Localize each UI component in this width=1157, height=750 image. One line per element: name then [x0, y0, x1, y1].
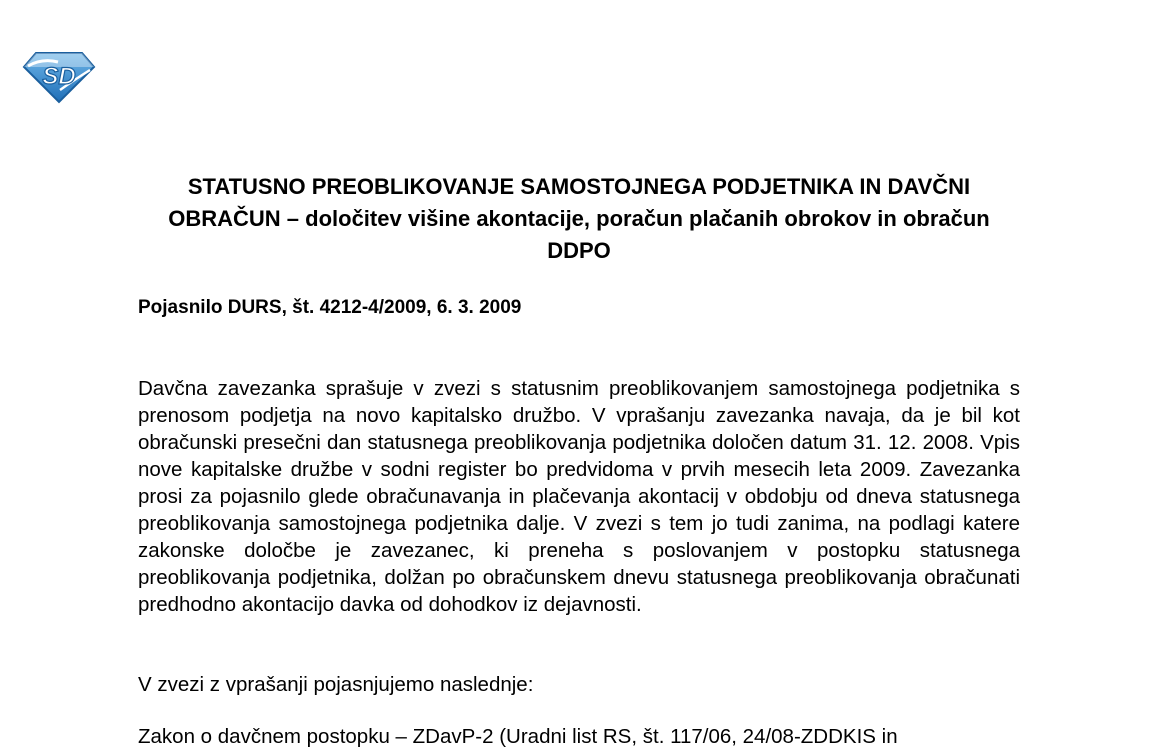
sd-shield-logo-icon: [22, 50, 96, 104]
svg-text:SD: SD: [42, 63, 76, 90]
document-title: STATUSNO PREOBLIKOVANJE SAMOSTOJNEGA PODJETNIKA IN DAVČNI OBRAČUN – določitev višine akontacije, poračun plačanih obrokov in obračun DDPO: [168, 174, 990, 263]
document-subtitle: Pojasnilo DURS, št. 4212-4/2009, 6. 3. 2009: [138, 297, 522, 318]
paragraph-law-reference: Zakon o davčnem postopku – ZDavP-2 (Uradni list RS, št. 117/06, 24/08-ZDDKIS in: [138, 725, 898, 748]
paragraph-question: Davčna zavezanka sprašuje v zvezi s statusnim preoblikovanjem samostojnega podjetnika s prenosom podjetja na novo kapitalsko družbo. V vprašanju zavezanka navaja, da je bil kot obračunski presečni dan statusnega preoblikovanja podjetnika določen datum 31. 12. 2008. Vpis nove kapitalske družbe v sodni register bo predvidoma v prvih mesecih leta 2009. Zavezanka prosi za pojasnilo glede obračunavanja in plačevanja akontacij v obdobju od dneva statusnega preoblikovanja samostojnega podjetnika dalje. V zvezi s tem jo tudi zanima, na podlagi katere zakonske določbe je zavezanec, ki preneha s poslovanjem v postopku statusnega preoblikovanja podjetnika, dolžan po obračunskem dnevu statusnega preoblikovanja obračunati predhodno akontacijo davka od dohodkov iz dejavnosti.: [138, 377, 1020, 616]
paragraph-intro-answer: V zvezi z vprašanji pojasnjujemo naslednje:: [138, 673, 534, 696]
